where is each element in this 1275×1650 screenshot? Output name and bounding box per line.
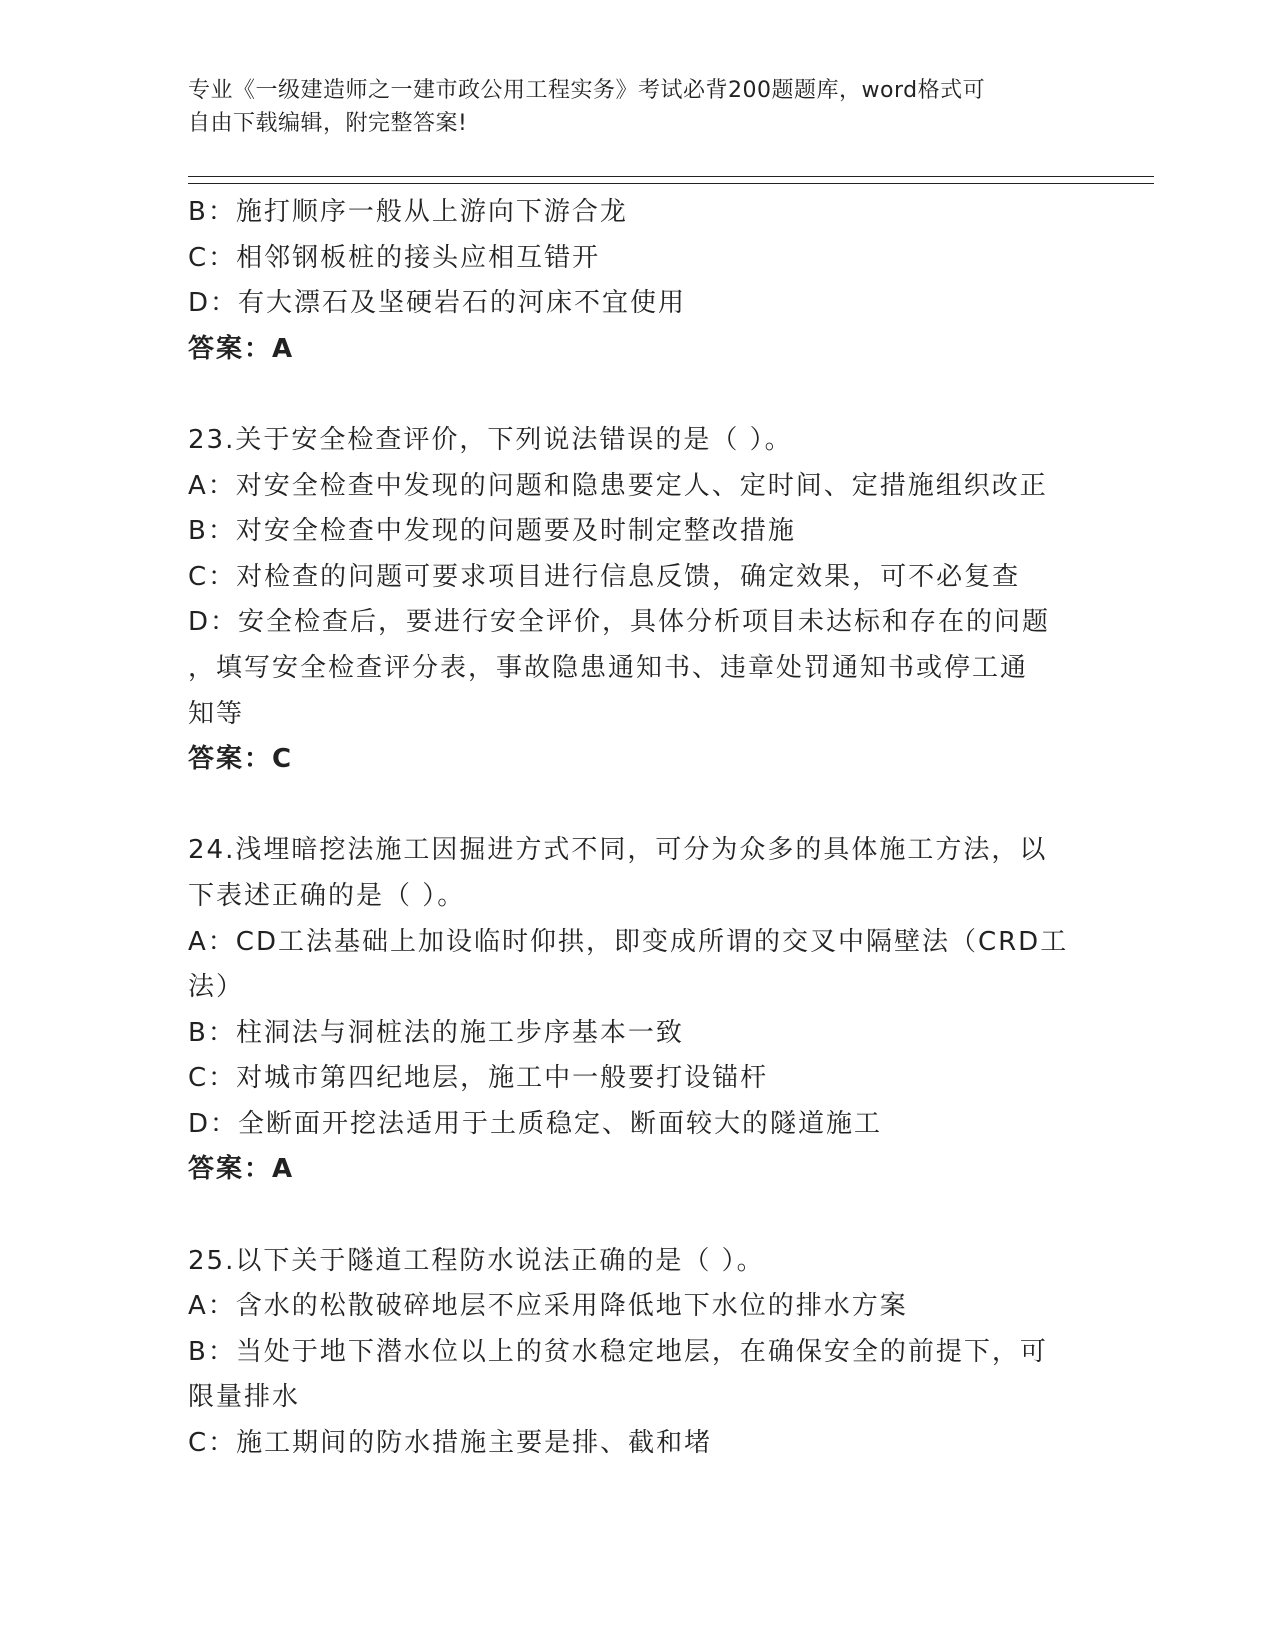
question-24-option-b: B：柱洞法与洞桩法的施工步序基本一致 — [188, 1017, 684, 1048]
document-header — [188, 74, 1068, 140]
question-23-option-d: D：安全检查后，要进行安全评价，具体分析项目未达标和存在的问题 — [188, 607, 1051, 638]
question-body — [188, 190, 1078, 1467]
option-d: D：有大漂石及坚硬岩石的河床不宜使用 — [188, 288, 687, 319]
question-25-option-b-cont: 限量排水 — [188, 1382, 301, 1413]
question-25-option-a: A：含水的松散破碎地层不应采用降低地下水位的排水方案 — [188, 1291, 908, 1322]
header-line-2: 自由下载编辑，附完整答案! — [188, 111, 468, 136]
option-b: B：施打顺序一般从上游向下游合龙 — [188, 197, 628, 227]
question-23-stem: 23.关于安全检查评价，下列说法错误的是（ ）。 — [188, 424, 793, 455]
spacer — [188, 783, 1078, 829]
question-25-option-c: C：施工期间的防水措施主要是排、截和堵 — [188, 1428, 713, 1459]
question-23-option-a: A：对安全检查中发现的问题和隐患要定人、定时间、定措施组织改正 — [188, 470, 1048, 501]
question-23-option-d-cont: ，填写安全检查评分表，事故隐患通知书、违章处罚通知书或停工通 — [188, 652, 1029, 683]
question-24-answer: 答案：A — [188, 1154, 295, 1185]
question-25-option-b: B：当处于地下潜水位以上的贫水稳定地层，在确保安全的前提下，可 — [188, 1336, 1048, 1367]
question-23-answer: 答案：C — [188, 744, 294, 775]
spacer — [188, 372, 1078, 418]
header-divider-top — [188, 176, 1154, 177]
option-c: C：相邻钢板桩的接头应相互错开 — [188, 242, 601, 273]
question-24-option-a-cont: 法） — [188, 972, 245, 1003]
spacer — [188, 1193, 1078, 1239]
question-23-option-b: B：对安全检查中发现的问题要及时制定整改措施 — [188, 516, 796, 547]
question-24-stem: 24.浅埋暗挖法施工因掘进方式不同，可分为众多的具体施工方法，以 — [188, 835, 1048, 866]
header-divider-bottom — [188, 183, 1154, 184]
question-23-option-c: C：对检查的问题可要求项目进行信息反馈，确定效果，可不必复查 — [188, 561, 1021, 592]
question-24-option-d: D：全断面开挖法适用于土质稳定、断面较大的隧道施工 — [188, 1108, 883, 1139]
question-24-option-c: C：对城市第四纪地层，施工中一般要打设锚杆 — [188, 1063, 769, 1094]
question-24-stem-cont: 下表述正确的是（ ）。 — [188, 880, 466, 911]
question-23-option-d-cont: 知等 — [188, 698, 245, 729]
answer-line: 答案：A — [188, 333, 295, 364]
header-line-1: 专业《一级建造师之一建市政公用工程实务》考试必背200题题库，word格式可 — [188, 78, 986, 103]
question-25-stem: 25.以下关于隧道工程防水说法正确的是（ ）。 — [188, 1245, 765, 1276]
question-24-option-a: A：CD工法基础上加设临时仰拱，即变成所谓的交叉中隔壁法（CRD工 — [188, 926, 1069, 957]
